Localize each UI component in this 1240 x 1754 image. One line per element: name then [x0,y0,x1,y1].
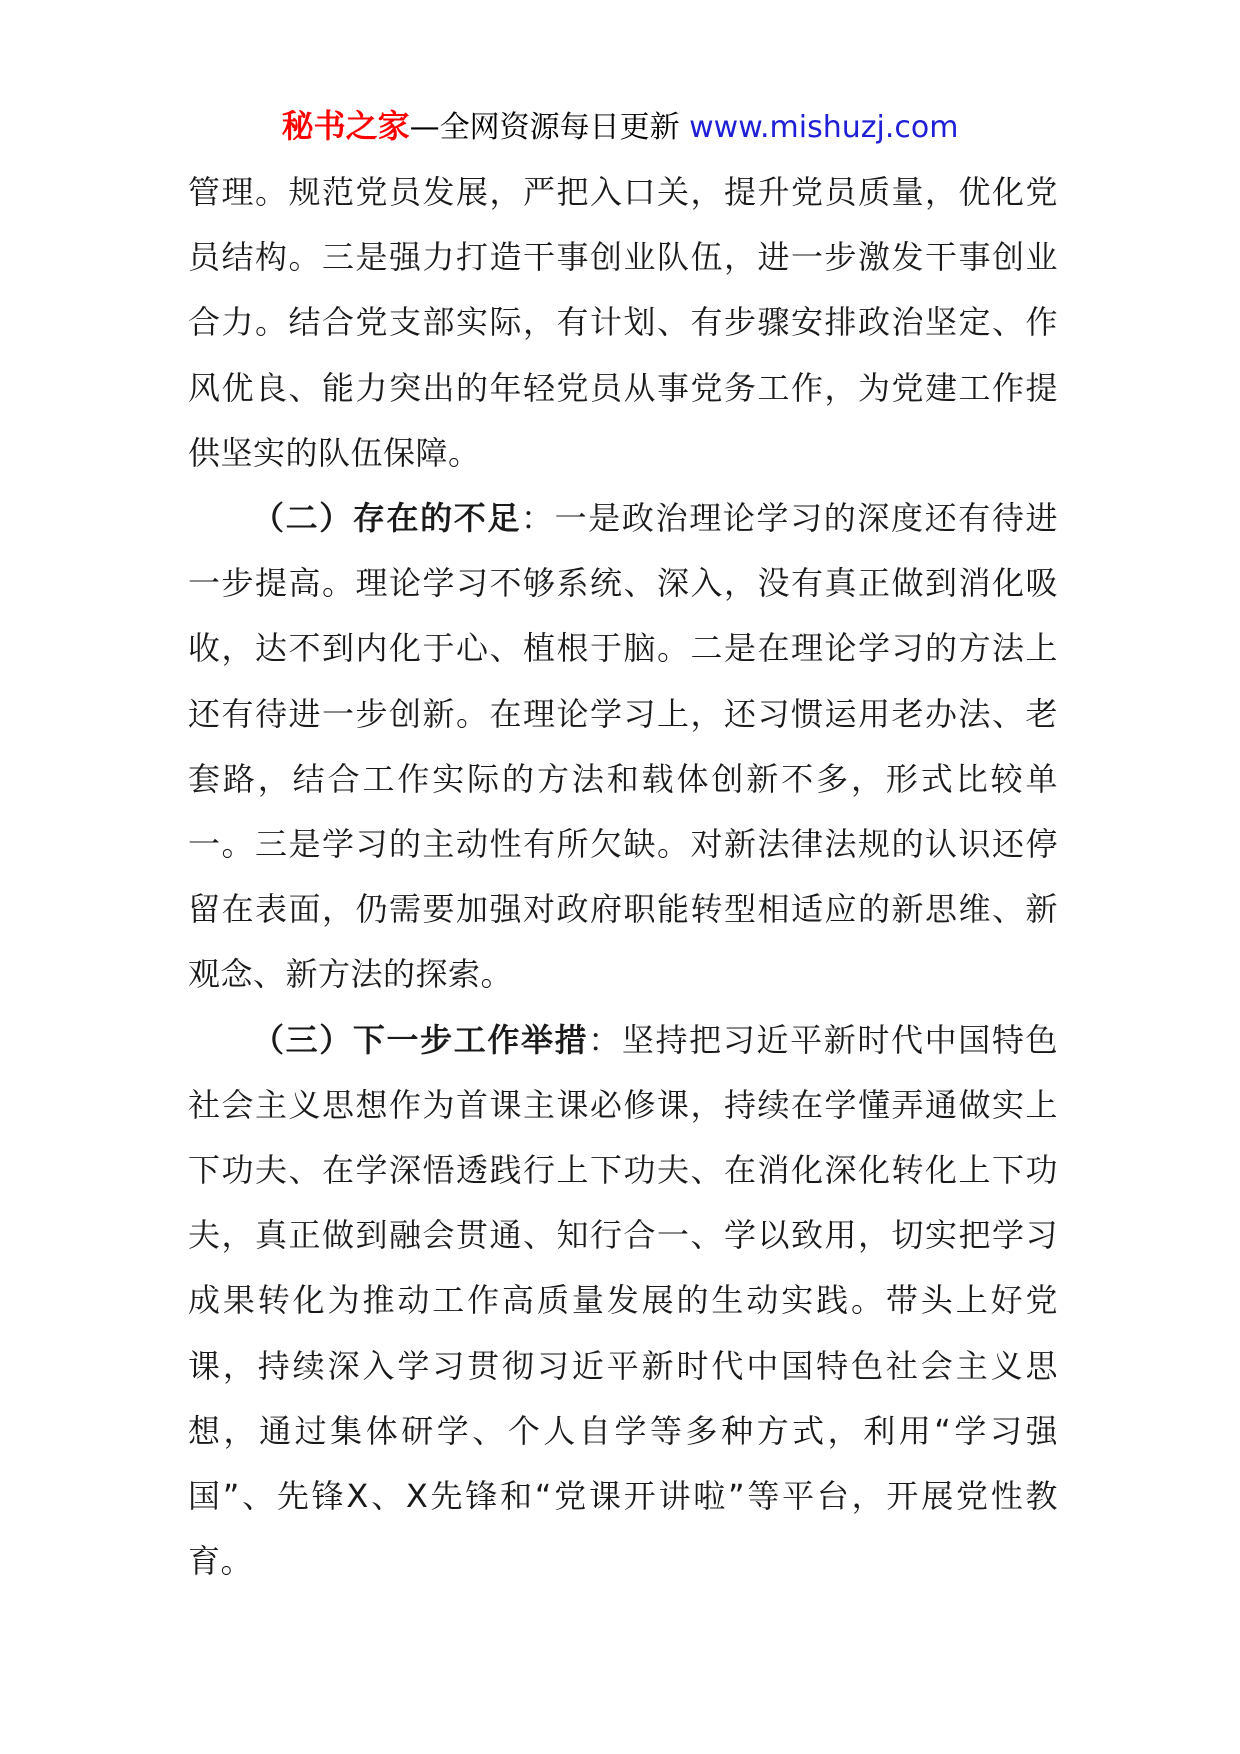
paragraph-shortcomings [188,486,1058,1008]
paragraph-text: ：坚持把习近平新时代中国特色社会主义思想作为首课主课必修课，持续在学懂弄通做实上下功夫、在学深悟透践行上下功夫、在消化深化转化上下功夫，真正做到融会贯通、知行合一、学以致用，切实把学习成果转化为推动工作高质量发展的生动实践。带头上好党课，持续深入学习贯彻习近平新时代中国特色社会主义思想，通过集体研学、个人自学等多种方式，利用“学习强国”、先锋X、X先锋和“党课开讲啦”等平台，开展党性教育。 [188,1020,1058,1581]
section-heading-next-steps: （三）下一步工作举措 [252,1020,589,1059]
section-heading-shortcomings: （二）存在的不足 [252,499,522,538]
paragraph-text: ：一是政治理论学习的深度还有待进一步提高。理论学习不够系统、深入，没有真正做到消化吸收，达不到内化于心、植根于脑。二是在理论学习的方法上还有待进一步创新。在理论学习上，还习惯运用老办法、老套路，结合工作实际的方法和载体创新不多，形式比较单一。三是学习的主动性有所欠缺。对新法律法规的认识还停留在表面，仍需要加强对政府职能转型相适应的新思维、新观念、新方法的探索。 [188,499,1058,994]
header-tagline: —全网资源每日更新 [409,110,690,145]
site-url-link[interactable]: www.mishuzj.com [689,110,959,145]
paragraph-next-steps [188,1008,1058,1595]
document-body [188,160,1058,1594]
paragraph-text: 管理。规范党员发展，严把入口关，提升党员质量，优化党员结构。三是强力打造干事创业队伍，进一步激发干事创业合力。结合党支部实际，有计划、有步骤安排政治坚定、作风优良、能力突出的年轻党员从事党务工作，为党建工作提供坚实的队伍保障。 [188,173,1058,472]
brand-name: 秘书之家 [281,107,410,145]
page-header [0,104,1240,150]
paragraph-continuation [188,160,1058,486]
